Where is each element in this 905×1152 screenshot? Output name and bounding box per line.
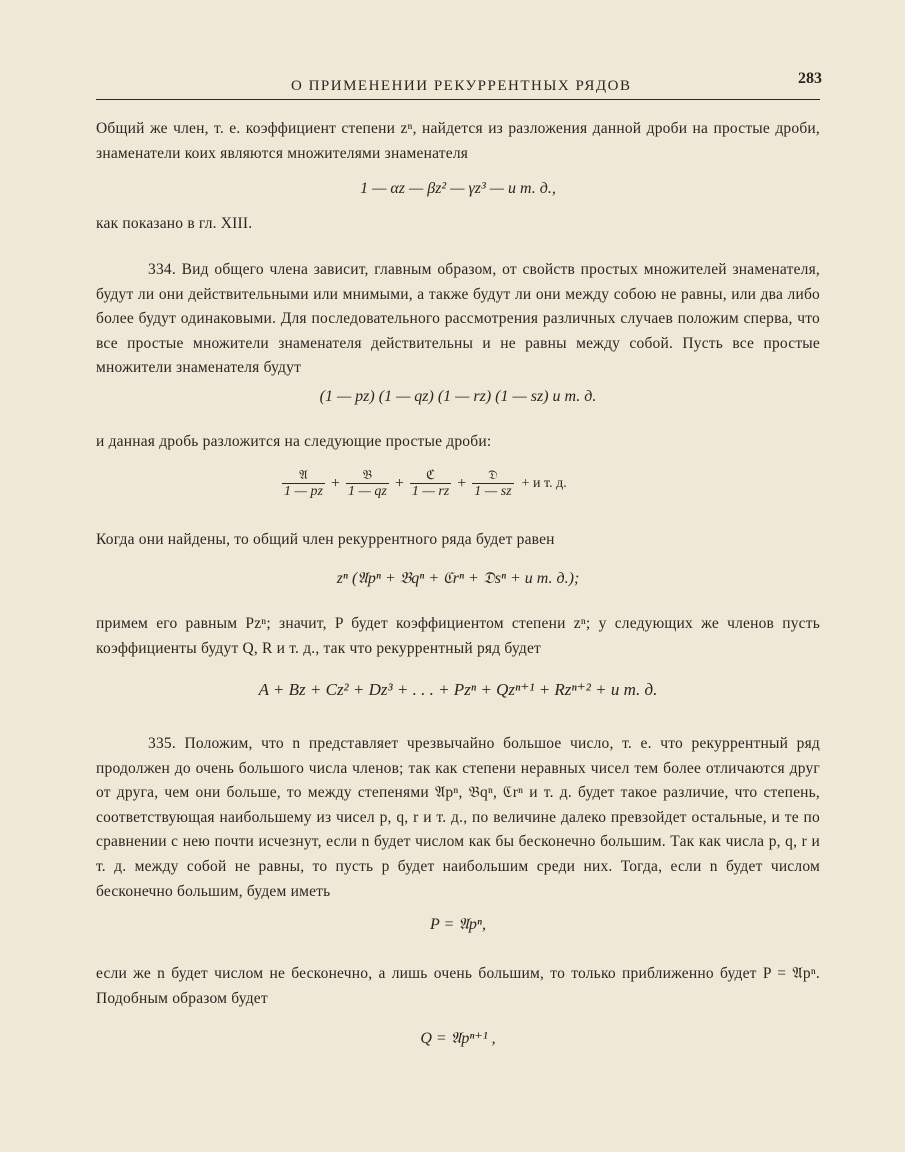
fraction-d-denominator: 1 — sz — [474, 484, 512, 499]
formula-general-term: zⁿ (𝔄pⁿ + 𝔅qⁿ + ℭrⁿ + 𝔇sⁿ + и т. д.); — [336, 570, 580, 587]
paragraph-334: 334. Вид общего члена зависит, главным образом, от свойств простых множителей знаменателя, будут ли они действительными или мнимыми, а также будут ли они между собою не равны, или два либо более будут одинаковыми. Для последовательного рассмотрения различных случаев положим сперва, что все простые множители знаменателя действительны и не равны между собой. Пусть все простые множители знаменателя будут — [96, 261, 820, 377]
page-number: 283 — [798, 70, 822, 87]
paragraph-general-member: Когда они найдены, то общий член рекуррентного ряда будет равен — [96, 531, 555, 548]
formula-denominator: 1 — αz — βz² — γz³ — и т. д., — [360, 180, 556, 197]
fraction-c — [410, 468, 451, 500]
formula-series: A + Bz + Cz² + Dz³ + . . . + Pzⁿ + Qzⁿ⁺¹ + Rzⁿ⁺² + и т. д. — [258, 680, 658, 699]
formula-p-limit: P = 𝔄pⁿ, — [430, 916, 486, 933]
header-rule — [96, 99, 820, 100]
plus-sign: + — [330, 475, 340, 492]
fraction-c-denominator: 1 — rz — [411, 484, 450, 499]
formula-partial-fractions — [280, 468, 567, 508]
paragraph-approximation: если же n будет числом не бесконечно, а лишь очень большим, то только приближенно будет P = 𝔄pⁿ. Подобным образом будет — [96, 965, 820, 1007]
formula-q: Q = 𝔄pⁿ⁺¹ , — [420, 1030, 496, 1047]
paragraph-chapter-ref: как показано в гл. XIII. — [96, 215, 253, 232]
formula-factors: (1 — pz) (1 — qz) (1 — rz) (1 — sz) и т. д. — [319, 388, 597, 405]
fraction-a — [282, 468, 325, 500]
plus-sign: + — [457, 475, 467, 492]
plus-sign: + — [394, 475, 404, 492]
fraction-b-numerator: 𝔅 — [346, 468, 389, 484]
paragraph-coefficients: примем его равным Pzⁿ; значит, P будет коэффициентом степени zⁿ; у следующих же членов пусть коэффициенты будут Q, R и т. д., так что рекуррентный ряд будет — [96, 615, 820, 657]
fraction-tail: + и т. д. — [521, 476, 567, 491]
fraction-d — [472, 468, 513, 500]
fraction-c-numerator: ℭ — [410, 468, 451, 484]
paragraph-general-term: Общий же член, т. е. коэффициент степени zⁿ, найдется из разложения данной дроби на простые дроби, знаменатели коих являются множителями знаменателя — [96, 120, 820, 162]
fraction-a-denominator: 1 — pz — [284, 484, 323, 499]
header-title: О ПРИМЕНЕНИИ РЕКУРРЕНТНЫХ РЯДОВ — [291, 78, 632, 94]
running-header — [96, 70, 820, 100]
paragraph-partial-fractions: и данная дробь разложится на следующие простые дроби: — [96, 433, 492, 450]
paragraph-335: 335. Положим, что n представляет чрезвычайно большое число, т. е. что рекуррентный ряд продолжен до очень большого числа членов; так как степени неравных чисел тем более отличаются друг от друга, чем они больше, то между степенями 𝔄pⁿ, 𝔅qⁿ, ℭrⁿ и т. д. будет такое различие, что степень, соответствующая наибольшему из чисел p, q, r и т. д., по величине далеко превзойдет остальные, и те по сравнении с нею почти исчезнут, если n будет числом как бы бесконечно большим. Так как числа p, q, r и т. д. между собой не равны, то пусть p будет наибольшим среди них. Тогда, если n будет числом бесконечно большим, будем иметь — [96, 735, 820, 900]
fraction-d-numerator: 𝔇 — [472, 468, 513, 484]
fraction-a-numerator: 𝔄 — [282, 468, 325, 484]
fraction-b-denominator: 1 — qz — [347, 484, 387, 499]
fraction-b — [346, 468, 389, 500]
